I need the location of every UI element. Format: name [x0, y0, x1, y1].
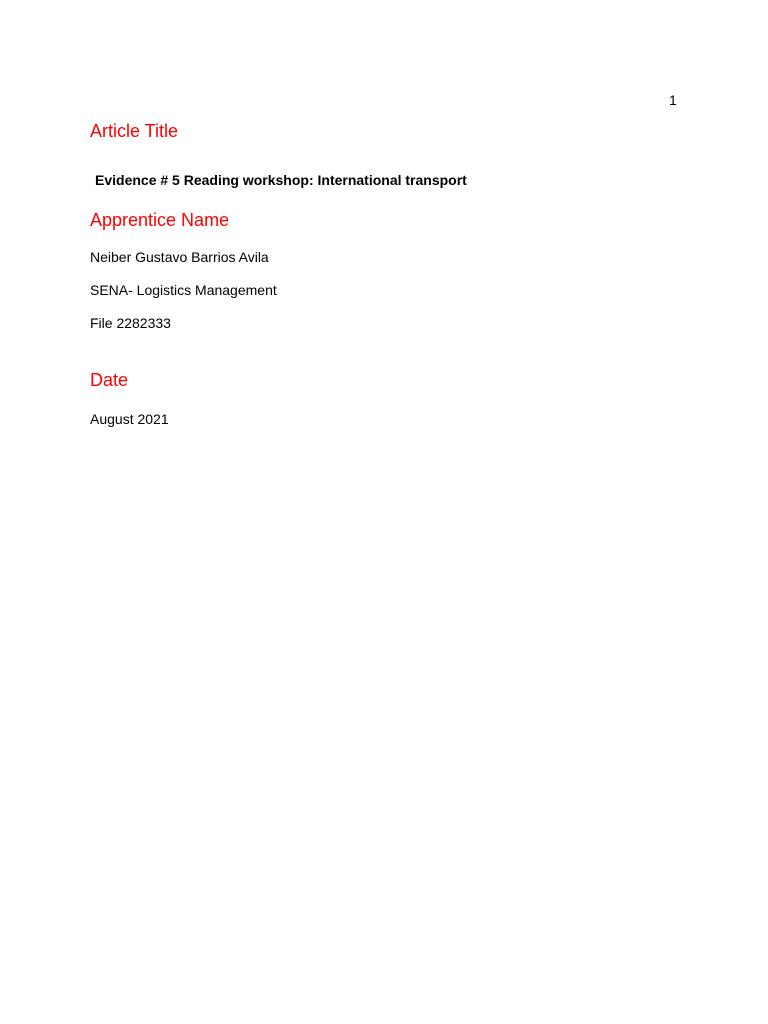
apprentice-name-heading: Apprentice Name	[90, 210, 230, 230]
date-heading: Date	[90, 370, 129, 390]
program-value: SENA- Logistics Management	[90, 282, 277, 298]
article-title-heading: Article Title	[90, 121, 179, 141]
date-value: August 2021	[90, 411, 169, 427]
article-title-value: Evidence # 5 Reading workshop: International transport	[95, 172, 467, 188]
page-number: 1	[669, 92, 677, 108]
apprentice-name-value: Neiber Gustavo Barrios Avila	[90, 249, 269, 265]
file-value: File 2282333	[90, 315, 171, 331]
